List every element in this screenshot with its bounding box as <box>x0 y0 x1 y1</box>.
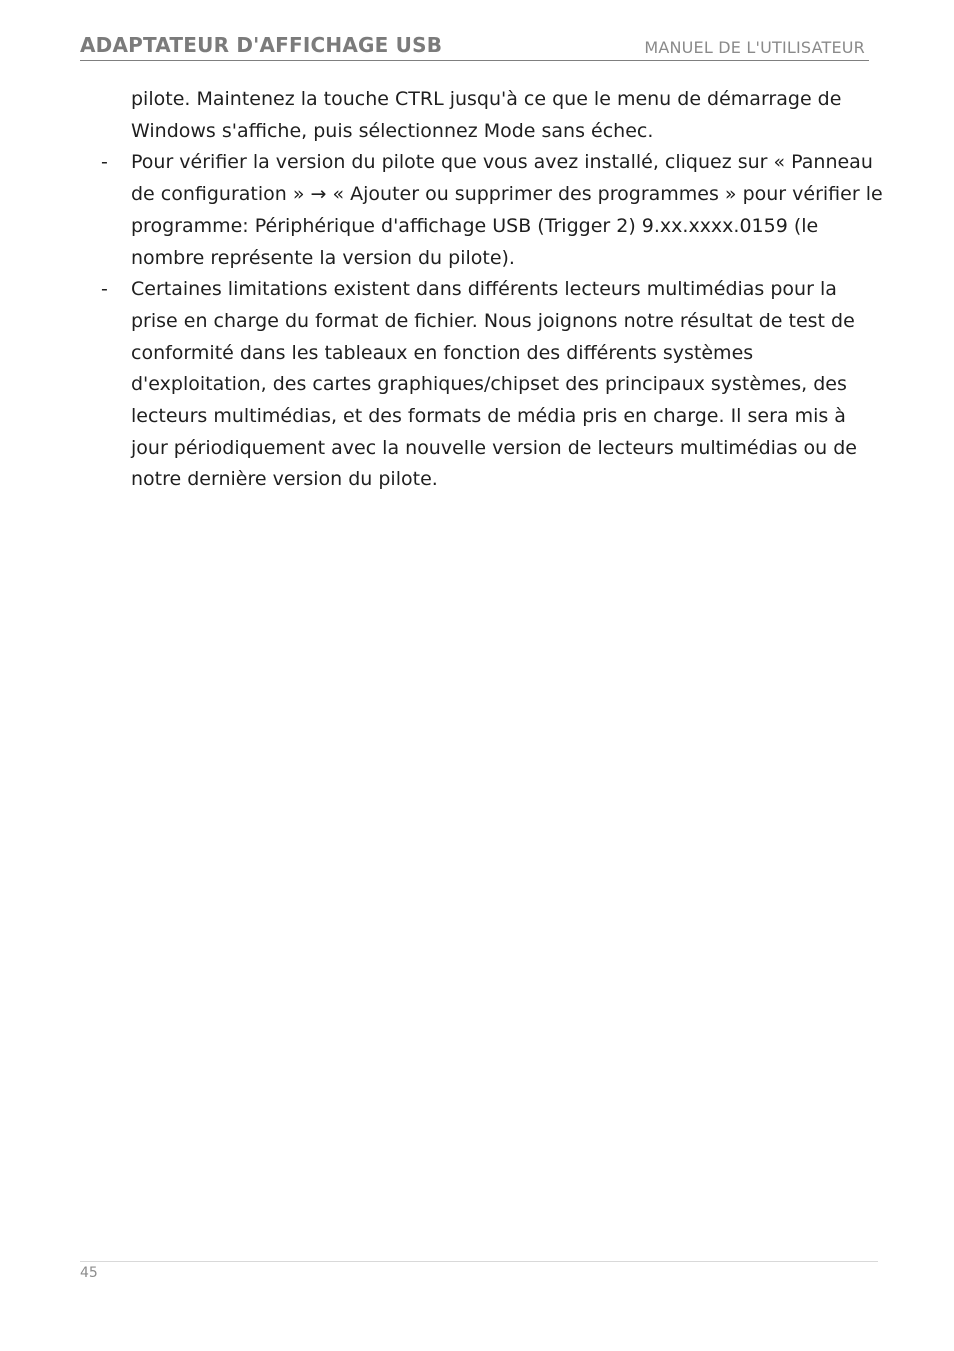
footer-divider <box>80 1261 878 1262</box>
bullet-text: Pour vérifier la version du pilote que vous avez installé, cliquez sur « Panneau de configuration » → « Ajouter ou supprimer des programmes » pour vérifier le programme: Périphérique d'affichage USB (Trigger 2) 9.xx.xxxx.0159 (le nombre représente la version du pilote). <box>131 151 883 269</box>
bullet-item <box>98 147 888 274</box>
continuation-paragraph: pilote. Maintenez la touche CTRL jusqu'à ce que le menu de démarrage de Windows s'affiche, puis sélectionnez Mode sans échec. <box>131 88 842 142</box>
document-title: ADAPTATEUR D'AFFICHAGE USB <box>80 33 443 57</box>
page-body <box>98 84 888 496</box>
page-number: 45 <box>80 1265 98 1281</box>
page-header <box>80 32 869 61</box>
bullet-marker: - <box>101 151 108 174</box>
bullet-marker: - <box>101 278 108 301</box>
bullet-item <box>98 274 888 496</box>
bullet-text: Certaines limitations existent dans différents lecteurs multimédias pour la prise en charge du format de fichier. Nous joignons notre résultat de test de conformité dans les tableaux en fonction des différents systèmes d'exploitation, des cartes graphiques/chipset des principaux systèmes, des lecteurs multimédias, et des formats de média pris en charge. Il sera mis à jour périodiquement avec la nouvelle version de lecteurs multimédias ou de notre dernière version du pilote. <box>131 278 857 491</box>
document-subtitle: MANUEL DE L'UTILISATEUR <box>644 38 865 57</box>
